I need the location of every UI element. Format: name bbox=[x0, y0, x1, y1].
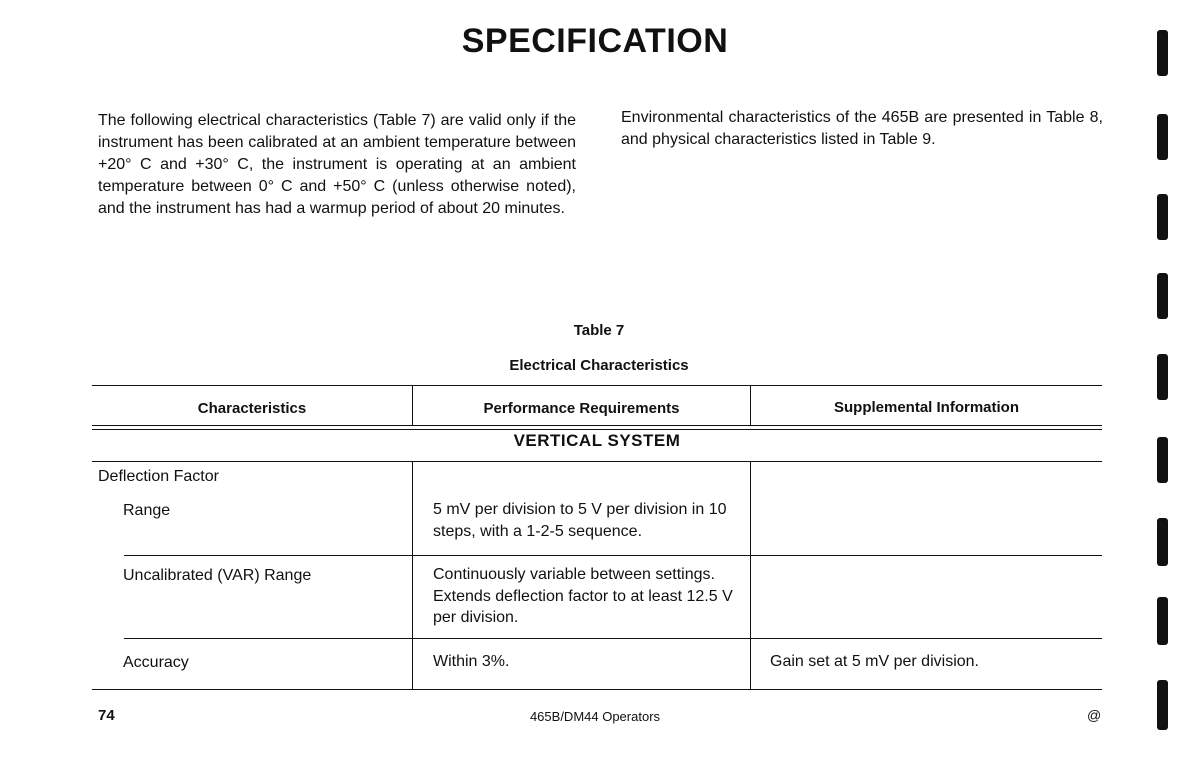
row-var-range-performance: Continuously variable between settings. Extends deflection factor to at least 12.5 V per division. bbox=[433, 566, 733, 626]
row-rule-1 bbox=[124, 555, 1102, 556]
row-accuracy-characteristic: Accuracy bbox=[123, 654, 189, 671]
section-heading: VERTICAL SYSTEM bbox=[513, 431, 681, 450]
section-rule bbox=[92, 461, 1102, 462]
col-divider-2-body bbox=[750, 461, 751, 689]
binding-hole-mark bbox=[1157, 437, 1168, 483]
table-bottom-rule bbox=[92, 689, 1102, 690]
table-number: Table 7 bbox=[573, 322, 625, 339]
page-number: 74 bbox=[98, 707, 115, 724]
column-header-characteristics: Characteristics bbox=[197, 400, 307, 417]
table-top-rule bbox=[92, 385, 1102, 386]
intro-right-paragraph: Environmental characteristics of the 465B are presented in Table 8, and physical characteristics listed in Table 9. bbox=[621, 109, 1103, 148]
row-range-performance: 5 mV per division to 5 V per division in 10 steps, with a 1-2-5 sequence. bbox=[433, 501, 727, 540]
header-rule-1 bbox=[92, 425, 1102, 426]
footer-mark: @ bbox=[1087, 707, 1102, 723]
col-divider-1-body bbox=[412, 461, 413, 689]
row-var-range-characteristic: Uncalibrated (VAR) Range bbox=[123, 567, 312, 584]
table-title: Electrical Characteristics bbox=[509, 357, 689, 374]
binding-hole-mark bbox=[1157, 597, 1168, 645]
header-rule-2 bbox=[92, 429, 1102, 430]
row-rule-2 bbox=[124, 638, 1102, 639]
row-range-characteristic: Range bbox=[123, 502, 171, 519]
row-accuracy-performance: Within 3%. bbox=[433, 653, 510, 670]
binding-hole-mark bbox=[1157, 30, 1168, 76]
page-title: SPECIFICATION bbox=[461, 22, 729, 60]
column-header-performance: Performance Requirements bbox=[483, 400, 680, 417]
binding-hole-mark bbox=[1157, 194, 1168, 240]
group-label: Deflection Factor bbox=[98, 468, 219, 485]
binding-hole-mark bbox=[1157, 354, 1168, 400]
binding-hole-mark bbox=[1157, 680, 1168, 730]
row-accuracy-supplemental: Gain set at 5 mV per division. bbox=[770, 653, 979, 670]
manual-name: 465B/DM44 Operators bbox=[529, 709, 661, 724]
intro-left-paragraph: The following electrical characteristics (Table 7) are valid only if the instrument has been calibrated at an ambient temperature between +20° C and +30° C, the instrument is operating at an ambient temperature between 0° C and +50° C (unless otherwise noted), and the instrument has had a warmup period of about 20 minutes. bbox=[98, 112, 576, 217]
binding-hole-mark bbox=[1157, 518, 1168, 566]
column-header-supplemental: Supplemental Information bbox=[833, 399, 1019, 416]
binding-hole-mark bbox=[1157, 273, 1168, 319]
binding-hole-mark bbox=[1157, 114, 1168, 160]
